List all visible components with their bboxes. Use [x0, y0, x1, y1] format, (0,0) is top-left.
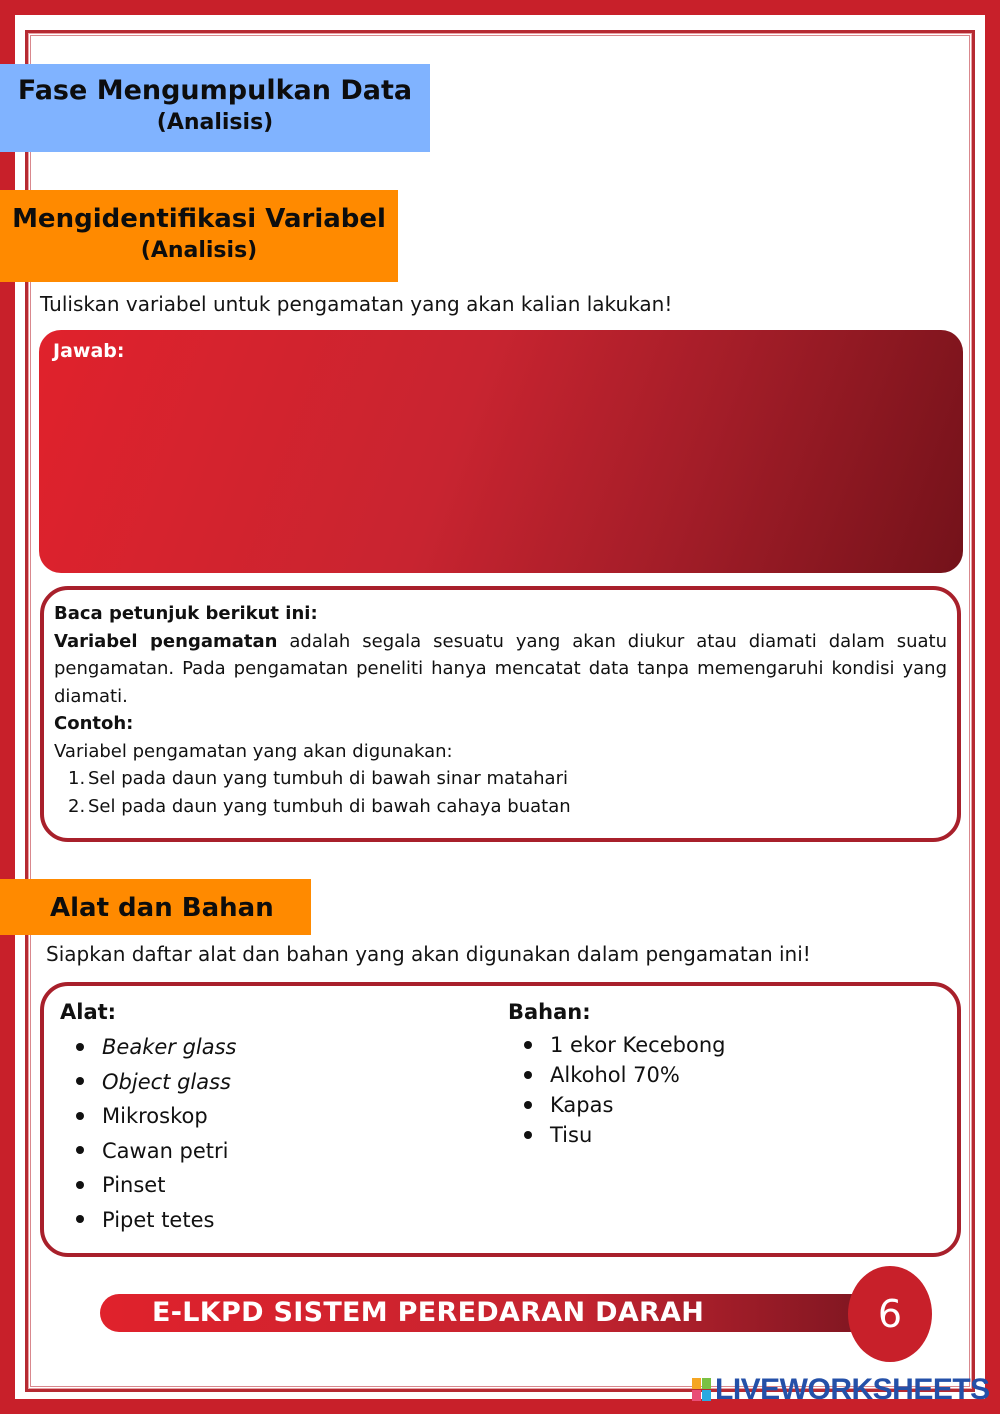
variable-header [0, 190, 398, 282]
guide-heading: Baca petunjuk berikut ini: [54, 603, 318, 624]
example-intro: Variabel pengamatan yang akan digunakan: [54, 740, 453, 762]
bullet-icon [524, 1131, 532, 1139]
bahan-item: Tisu [550, 1123, 593, 1147]
bullet-icon [76, 1077, 84, 1085]
guide-term: Variabel pengamatan [54, 630, 278, 652]
alat-item: Beaker glass [102, 1035, 237, 1059]
tools-prompt: Siapkan daftar alat dan bahan yang akan digunakan dalam pengamatan ini! [46, 942, 811, 966]
guide-box [40, 586, 961, 842]
liveworksheets-logo-icon [692, 1378, 712, 1402]
list-item [60, 1030, 237, 1065]
variable-prompt: Tuliskan variabel untuk pengamatan yang akan kalian lakukan! [40, 292, 673, 316]
watermark-text: LIVEWORKSHEETS [715, 1373, 990, 1406]
list-item [60, 1168, 237, 1203]
phase-subtitle: (Analisis) [156, 110, 274, 135]
bullet-icon [524, 1041, 532, 1049]
phase-header [0, 64, 430, 152]
alat-item: Mikroskop [102, 1104, 208, 1128]
answer-label: Jawab: [53, 340, 125, 362]
answer-box [39, 330, 963, 573]
list-item [508, 1060, 725, 1090]
alat-column [60, 1000, 237, 1237]
example-item [54, 793, 947, 821]
variable-subtitle: (Analisis) [140, 238, 258, 263]
tools-box [40, 982, 961, 1257]
bullet-icon [524, 1101, 532, 1109]
example-list [54, 765, 947, 820]
answer-input[interactable] [53, 370, 949, 564]
alat-item: Pipet tetes [102, 1207, 215, 1232]
alat-item: Pinset [102, 1173, 166, 1197]
list-item [508, 1090, 725, 1120]
bahan-item: 1 ekor Kecebong [550, 1033, 726, 1057]
alat-title: Alat: [60, 1000, 117, 1024]
alat-item: Cawan petri [102, 1138, 229, 1163]
footer-title: E-LKPD SISTEM PEREDARAN DARAH [152, 1297, 705, 1328]
page-number: 6 [848, 1266, 932, 1362]
guide-definition-text: adalah segala sesuatu yang akan diukur atau diamati dalam suatu pengamatan. Pada pengamatan peneliti hanya mencatat data tanpa memengaruhi kondisi yang diamati. [54, 630, 947, 707]
example-text: Sel pada daun yang tumbuh di bawah cahaya buatan [88, 795, 571, 817]
tools-header [0, 879, 311, 935]
example-number: 1. [68, 768, 86, 789]
alat-list [60, 1030, 237, 1237]
bullet-icon [524, 1071, 532, 1079]
alat-item: Object glass [102, 1069, 231, 1094]
example-number: 2. [68, 795, 86, 817]
bullet-icon [76, 1112, 84, 1120]
bahan-item: Alkohol 70% [550, 1063, 680, 1087]
example-text: Sel pada daun yang tumbuh di bawah sinar matahari [88, 768, 568, 789]
bullet-icon [76, 1146, 84, 1154]
bullet-icon [76, 1215, 84, 1223]
variable-title: Mengidentifikasi Variabel [12, 204, 386, 234]
bahan-item: Kapas [550, 1093, 614, 1117]
phase-title: Fase Mengumpulkan Data [17, 75, 413, 106]
liveworksheets-watermark[interactable] [692, 1374, 990, 1406]
list-item [60, 1099, 237, 1134]
bullet-icon [76, 1181, 84, 1189]
list-item [508, 1030, 725, 1060]
example-item [54, 765, 947, 793]
list-item [60, 1134, 237, 1169]
bullet-icon [76, 1043, 84, 1051]
tools-title: Alat dan Bahan [50, 893, 274, 923]
footer-bar [100, 1294, 890, 1332]
list-item [508, 1120, 725, 1150]
bahan-list [508, 1030, 725, 1150]
bahan-column [508, 1000, 725, 1150]
list-item [60, 1203, 237, 1238]
example-heading: Contoh: [54, 713, 134, 734]
guide-definition [54, 628, 947, 711]
list-item [60, 1065, 237, 1100]
bahan-title: Bahan: [508, 1000, 591, 1024]
